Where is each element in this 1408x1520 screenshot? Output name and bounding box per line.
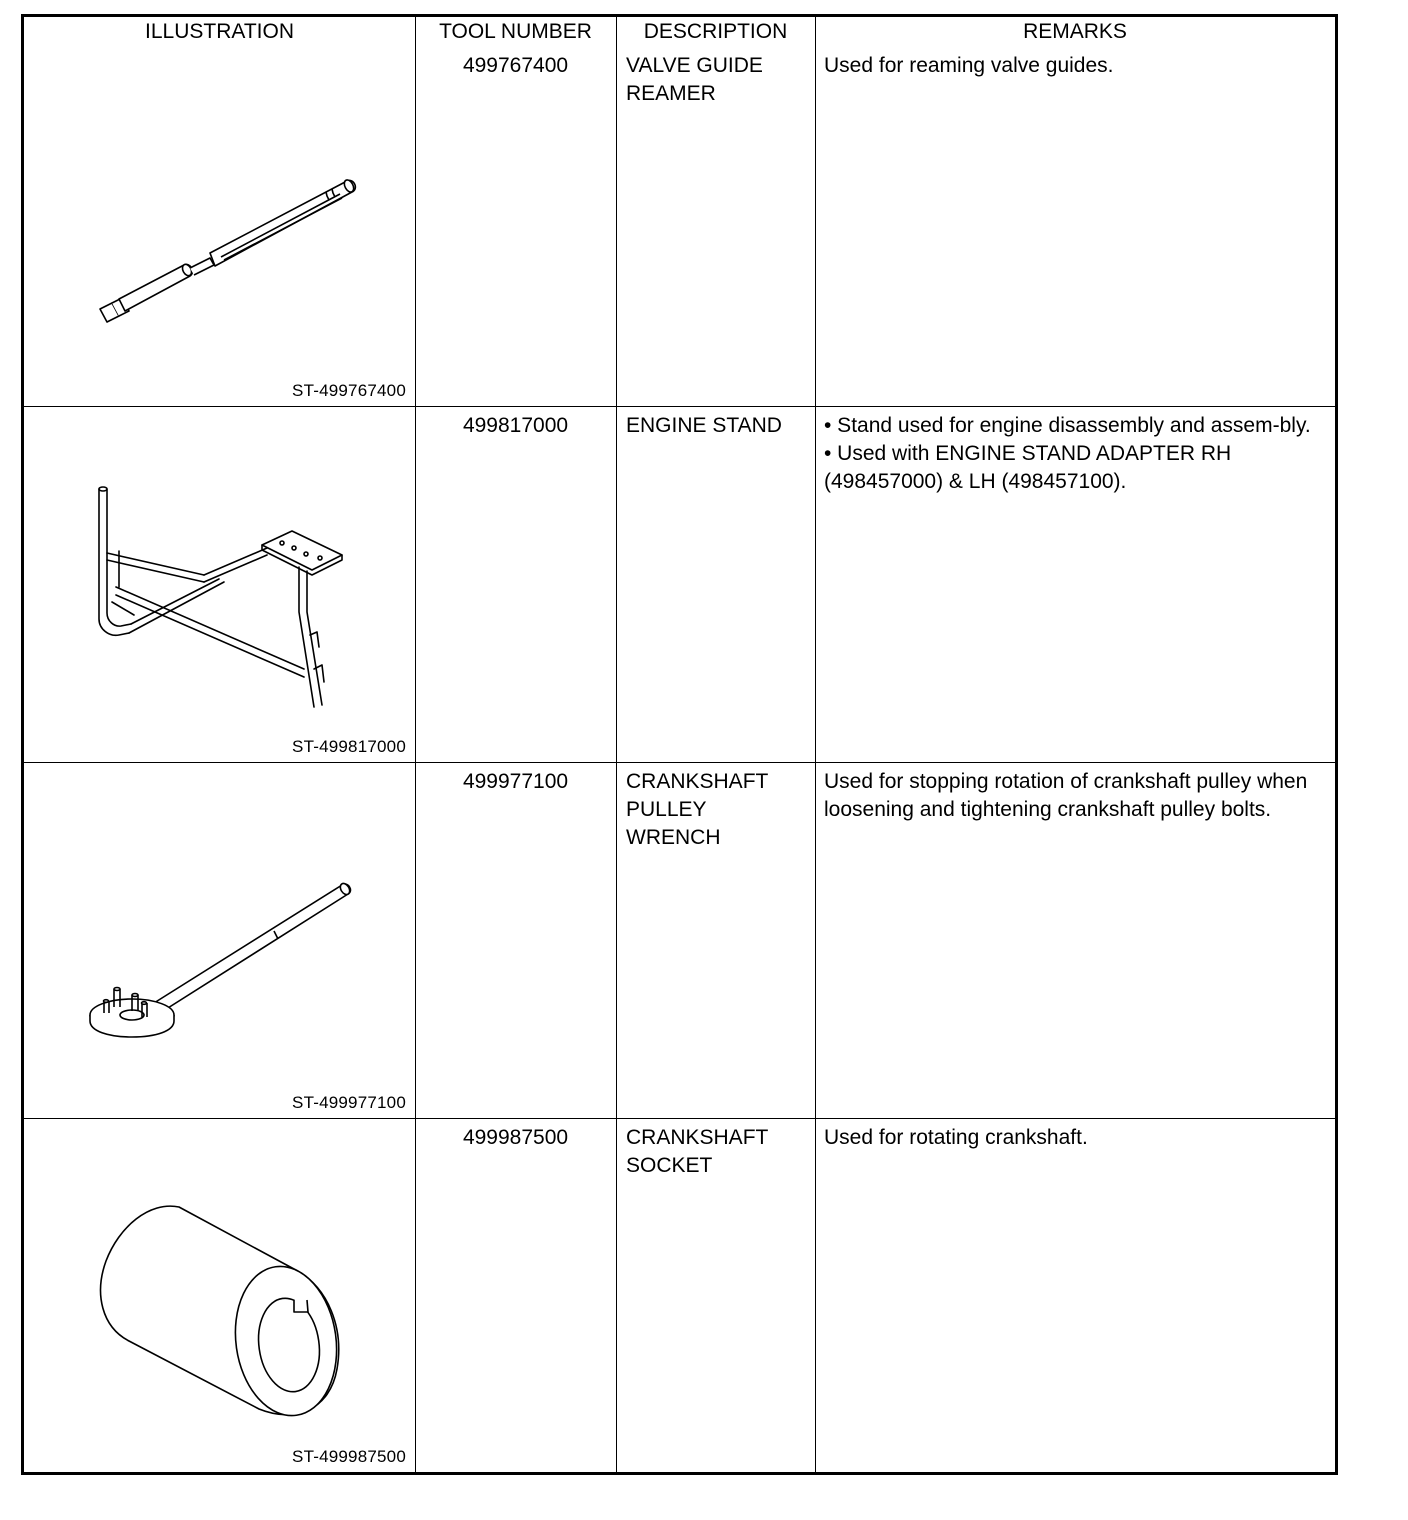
illustration-cell: [24, 763, 415, 1118]
illustration-code: ST-499817000: [292, 737, 406, 756]
illustration-cell: [24, 407, 415, 762]
remark-line: Used for stopping rotation of crankshaft pulley when loosening and tightening crankshaft pulley bolts.: [824, 770, 1308, 821]
illustration-cell: [24, 1119, 415, 1472]
tool-number: 499817000: [462, 414, 569, 437]
illustration-code: ST-499767400: [292, 381, 406, 400]
table-row: [24, 407, 1335, 762]
tool-remarks: [815, 47, 1335, 80]
tool-number: 499987500: [462, 1126, 569, 1149]
illustration-cell: [24, 47, 415, 406]
remark-line: • Stand used for engine disassembly and assem-bly.: [824, 414, 1311, 437]
table-row: [24, 763, 1335, 1118]
tool-description: CRANKSHAFT PULLEY WRENCH: [626, 770, 769, 849]
engine-stand-icon: [24, 407, 415, 762]
tool-number: 499767400: [462, 54, 569, 77]
remark-line: Used for reaming valve guides.: [824, 54, 1114, 77]
tool-description: ENGINE STAND: [626, 414, 782, 437]
table-row: [24, 47, 1335, 406]
crankshaft-socket-icon: [24, 1119, 415, 1472]
tool-description: VALVE GUIDE REAMER: [626, 54, 763, 105]
tool-number: 499977100: [462, 770, 569, 793]
illustration-code: ST-499977100: [292, 1093, 406, 1112]
crankshaft-pulley-wrench-icon: [24, 763, 415, 1118]
header-remarks: REMARKS: [1023, 20, 1127, 43]
header-tool-number: TOOL NUMBER: [439, 20, 592, 43]
header-illustration: ILLUSTRATION: [145, 20, 294, 43]
table-row: [24, 1119, 1335, 1472]
illustration-code: ST-499987500: [292, 1447, 406, 1466]
tool-description: CRANKSHAFT SOCKET: [626, 1126, 769, 1177]
tool-remarks: [815, 1119, 1335, 1152]
tool-remarks: [815, 407, 1335, 496]
header-description: DESCRIPTION: [643, 20, 788, 43]
special-tools-table: [21, 14, 1338, 1475]
remark-line: Used for rotating crankshaft.: [824, 1126, 1088, 1149]
valve-guide-reamer-icon: [24, 47, 415, 406]
tool-remarks: [815, 763, 1335, 824]
remark-line: • Used with ENGINE STAND ADAPTER RH (498457000) & LH (498457100).: [824, 442, 1232, 493]
